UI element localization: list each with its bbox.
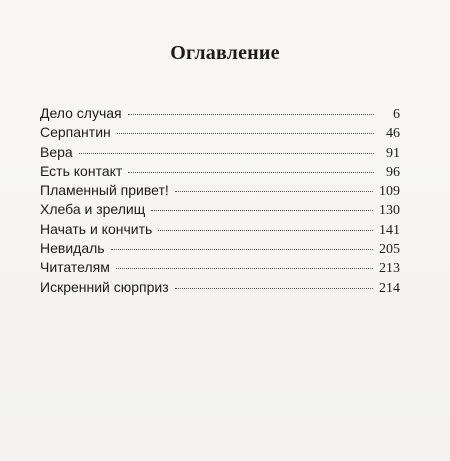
toc-entry-page: 213 — [379, 261, 400, 277]
toc-entry — [40, 220, 400, 239]
toc-entry — [40, 181, 400, 200]
page-title: Оглавление — [170, 42, 280, 64]
toc-entry-page: 91 — [386, 145, 400, 161]
dot-leader — [175, 288, 373, 289]
dot-leader — [158, 230, 373, 231]
toc-entry-title: Читателям — [40, 259, 110, 276]
dot-leader — [128, 114, 374, 115]
toc-entry — [40, 239, 400, 258]
toc-entry-title: Дело случая — [40, 105, 122, 121]
toc-entry-page: 214 — [379, 280, 400, 296]
toc-entry-title: Невидаль — [40, 240, 105, 257]
dot-leader — [117, 133, 374, 134]
dot-leader — [79, 153, 374, 154]
toc-entry — [40, 278, 400, 297]
toc-entry-title: Хлеба и зрелищ — [40, 201, 146, 218]
toc-entry-page: 205 — [379, 242, 400, 258]
toc-entry-title: Искренний сюрприз — [40, 278, 169, 295]
toc-entry-title: Серпантин — [40, 124, 111, 141]
toc-entry — [40, 258, 400, 277]
dot-leader — [116, 268, 373, 269]
toc-entry-title: Начать и кончить — [40, 220, 153, 237]
toc-entry-title: Вера — [40, 143, 73, 160]
toc-entry-page: 46 — [386, 126, 400, 142]
toc-entry-page: 141 — [379, 222, 400, 238]
toc-entry — [40, 143, 400, 162]
dot-leader — [175, 191, 373, 192]
toc-entry-page: 96 — [386, 164, 400, 180]
toc-entry — [40, 200, 400, 219]
toc-entry-page: 109 — [379, 184, 400, 200]
toc-entry-page: 6 — [393, 107, 400, 122]
toc-entry — [40, 104, 400, 123]
dot-leader — [151, 210, 373, 211]
toc-entry — [40, 162, 400, 181]
table-of-contents — [40, 104, 400, 297]
toc-entry-title: Пламенный привет! — [40, 182, 169, 199]
dot-leader — [111, 249, 373, 250]
toc-entry-title: Есть контакт — [40, 162, 123, 179]
dot-leader — [128, 172, 374, 173]
toc-entry — [40, 123, 400, 142]
toc-entry-page: 130 — [379, 203, 400, 219]
